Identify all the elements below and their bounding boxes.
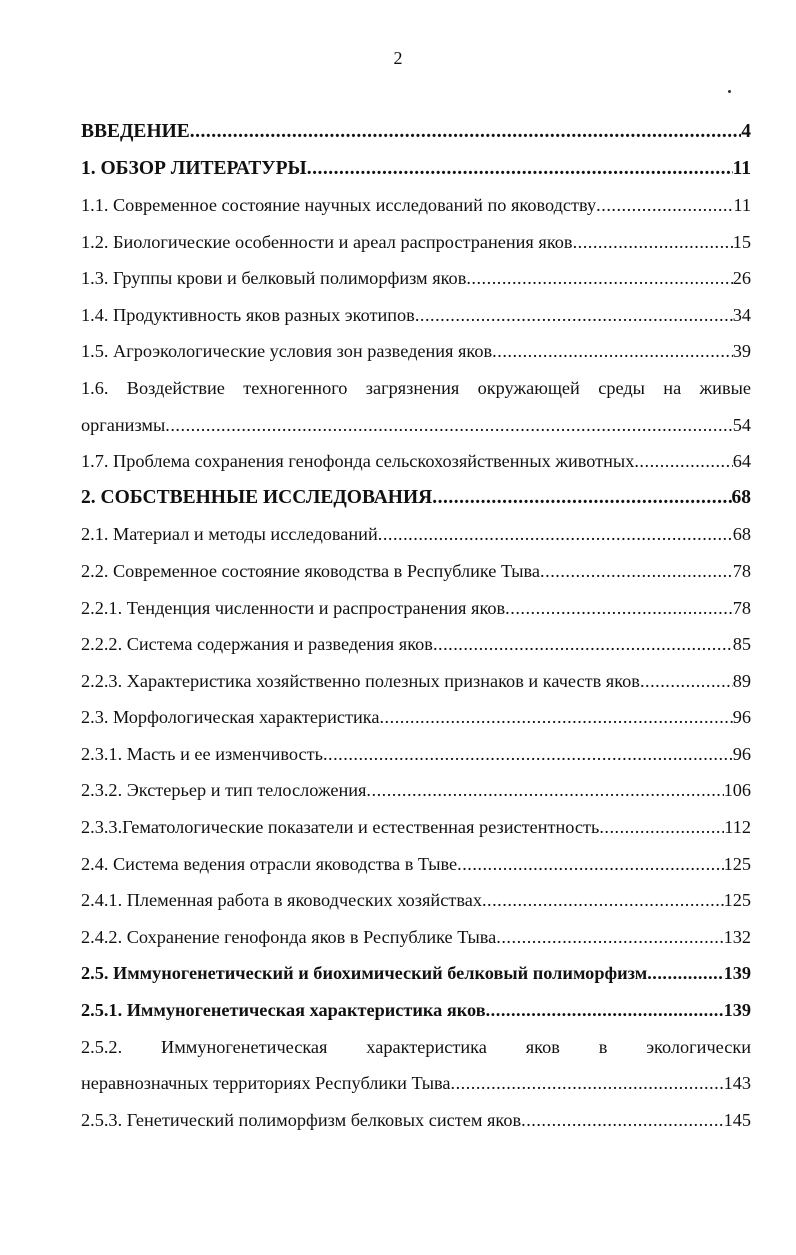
- toc-entry-page: 34: [732, 304, 751, 325]
- toc-dot-leader: [379, 707, 732, 728]
- toc-dot-leader: [307, 158, 733, 180]
- toc-entry-page: 125: [723, 890, 751, 911]
- toc-entry-page: 145: [723, 1109, 751, 1130]
- toc-entry-page: 39: [732, 341, 751, 362]
- toc-dot-leader: [599, 817, 724, 838]
- toc-entry-2-2-2: [81, 626, 751, 663]
- toc-entry-title: 2.2.3. Характеристика хозяйственно полезных признаков и качеств яков: [81, 670, 640, 691]
- toc-dot-leader: [482, 890, 724, 911]
- toc-entry-title: 1.3. Группы крови и белковый полиморфизм яков: [81, 268, 467, 289]
- toc-dot-leader: [457, 854, 723, 875]
- toc-entry-page: 125: [723, 853, 751, 874]
- toc-entry-introduction: [81, 114, 751, 151]
- toc-entry-title: 2.2.2. Система содержания и разведения яков: [81, 634, 433, 655]
- toc-entry-page: 112: [724, 817, 751, 838]
- toc-entry-title: 2. СОБСТВЕННЫЕ ИССЛЕДОВАНИЯ: [81, 487, 433, 509]
- toc-entry-2-3: [81, 700, 751, 737]
- toc-entry-title: ВВЕДЕНИЕ: [81, 121, 190, 143]
- toc-entry-title: 1. ОБЗОР ЛИТЕРАТУРЫ: [81, 157, 307, 179]
- toc-entry-literature-review: [81, 151, 751, 188]
- toc-entry-page: 78: [732, 597, 751, 618]
- toc-entry-title: 2.3.2. Экстерьер и тип телосложения: [81, 780, 367, 801]
- toc-entry-2-4-2: [81, 919, 751, 956]
- toc-dot-leader: [521, 1110, 723, 1131]
- toc-dot-leader: [415, 305, 733, 326]
- toc-dot-leader: [378, 524, 733, 545]
- toc-entry-1-5: [81, 334, 751, 371]
- toc-entry-2-1: [81, 517, 751, 554]
- toc-entry-title: 2.5.3. Генетический полиморфизм белковых систем яков: [81, 1109, 522, 1130]
- toc-entry-page: 139: [723, 963, 751, 984]
- toc-entry-1-3: [81, 260, 751, 297]
- toc-entry-1-7: [81, 443, 751, 480]
- toc-entry-page: 68: [732, 524, 751, 545]
- toc-dot-leader: [505, 598, 733, 619]
- toc-entry-page: 96: [732, 707, 751, 728]
- toc-entry-title: 1.7. Проблема сохранения генофонда сельскохозяйственных животных: [81, 451, 635, 472]
- toc-entry-page: 11: [732, 157, 751, 179]
- toc-entry-2-3-2: [81, 773, 751, 810]
- toc-entry-page: 143: [723, 1073, 751, 1094]
- toc-dot-leader: [366, 780, 723, 801]
- toc-dot-leader: [640, 671, 733, 692]
- toc-entry-title: 2.4.2. Сохранение генофонда яков в Республике Тыва: [81, 926, 497, 947]
- toc-entry-own-research: [81, 480, 751, 517]
- toc-dot-leader: [323, 744, 733, 765]
- toc-entry-title: 1.1. Современное состояние научных исследований по яководству: [81, 194, 597, 215]
- toc-entry-2-5-2-line2: [81, 1065, 751, 1102]
- toc-entry-title: 2.3.3.Гематологические показатели и естественная резистентность: [81, 817, 600, 838]
- toc-dot-leader: [432, 487, 731, 509]
- toc-entry-1-6-line1: [81, 370, 751, 407]
- toc-entry-1-6-line2: [81, 407, 751, 444]
- scan-speck: [728, 90, 731, 93]
- page-number: 2: [393, 48, 403, 68]
- toc-dot-leader: [647, 963, 723, 984]
- toc-entry-title-continued: организмы: [81, 414, 166, 435]
- toc-dot-leader: [466, 268, 732, 289]
- toc-entry-2-5-1: [81, 992, 751, 1029]
- toc-entry-page: 26: [732, 268, 751, 289]
- toc-dot-leader: [596, 195, 733, 216]
- toc-entry-2-5: [81, 956, 751, 993]
- toc-entry-1-4: [81, 297, 751, 334]
- toc-entry-page: 68: [731, 487, 751, 509]
- toc-entry-title: 2.2.1. Тенденция численности и распространения яков: [81, 597, 506, 618]
- toc-entry-2-3-3: [81, 809, 751, 846]
- toc-entry-2-2: [81, 553, 751, 590]
- toc-entry-title: 2.4.1. Племенная работа в яководческих хозяйствах: [81, 890, 482, 911]
- toc-entry-2-2-3: [81, 663, 751, 700]
- toc-entry-title-continued: неравнозначных территориях Республики Тыва: [81, 1073, 451, 1094]
- toc-entry-2-2-1: [81, 590, 751, 627]
- toc-entry-page: 132: [723, 926, 751, 947]
- toc-entry-page: 89: [732, 670, 751, 691]
- toc-entry-title: 1.4. Продуктивность яков разных экотипов: [81, 304, 415, 325]
- table-of-contents: [81, 114, 751, 1139]
- toc-entry-title: 2.1. Материал и методы исследований: [81, 524, 378, 545]
- toc-dot-leader: [486, 1000, 724, 1021]
- toc-entry-title: 1.5. Агроэкологические условия зон разведения яков: [81, 341, 493, 362]
- toc-dot-leader: [165, 415, 732, 436]
- toc-entry-page: 139: [723, 1000, 751, 1021]
- toc-entry-title: 1.6. Воздействие техногенного загрязнения окружающей среды на живые: [81, 378, 751, 399]
- toc-entry-title: 1.2. Биологические особенности и ареал распространения яков: [81, 231, 573, 252]
- toc-entry-title: 2.3.1. Масть и ее изменчивость: [81, 743, 323, 764]
- toc-entry-page: 54: [732, 414, 751, 435]
- toc-entry-2-4-1: [81, 882, 751, 919]
- toc-dot-leader: [451, 1073, 724, 1094]
- toc-entry-page: 85: [732, 634, 751, 655]
- toc-entry-page: 106: [723, 780, 751, 801]
- toc-entry-2-5-3: [81, 1102, 751, 1139]
- toc-entry-title: 2.5. Иммуногенетический и биохимический белковый полиморфизм: [81, 963, 648, 984]
- toc-dot-leader: [190, 121, 741, 143]
- toc-entry-title: 2.5.2. Иммуногенетическая характеристика яков в экологически: [81, 1036, 751, 1057]
- toc-entry-title: 2.3. Морфологическая характеристика: [81, 707, 380, 728]
- toc-dot-leader: [634, 451, 732, 472]
- toc-entry-title: 2.2. Современное состояние яководства в Республике Тыва: [81, 560, 541, 581]
- toc-entry-title: 2.4. Система ведения отрасли яководства в Тыве: [81, 853, 458, 874]
- toc-entry-page: 64: [732, 451, 751, 472]
- toc-entry-page: 78: [732, 560, 751, 581]
- toc-entry-page: 96: [732, 743, 751, 764]
- toc-dot-leader: [492, 341, 733, 362]
- toc-entry-2-3-1: [81, 736, 751, 773]
- toc-dot-leader: [433, 634, 733, 655]
- toc-entry-page: 15: [732, 231, 751, 252]
- toc-dot-leader: [573, 232, 733, 253]
- toc-entry-page: 11: [733, 194, 751, 215]
- toc-dot-leader: [540, 561, 733, 582]
- toc-entry-2-4: [81, 846, 751, 883]
- toc-entry-page: 4: [741, 121, 751, 143]
- toc-entry-2-5-2-line1: [81, 1029, 751, 1066]
- toc-entry-1-2: [81, 224, 751, 261]
- toc-entry-title: 2.5.1. Иммуногенетическая характеристика яков: [81, 1000, 486, 1021]
- toc-dot-leader: [496, 927, 723, 948]
- toc-entry-1-1: [81, 187, 751, 224]
